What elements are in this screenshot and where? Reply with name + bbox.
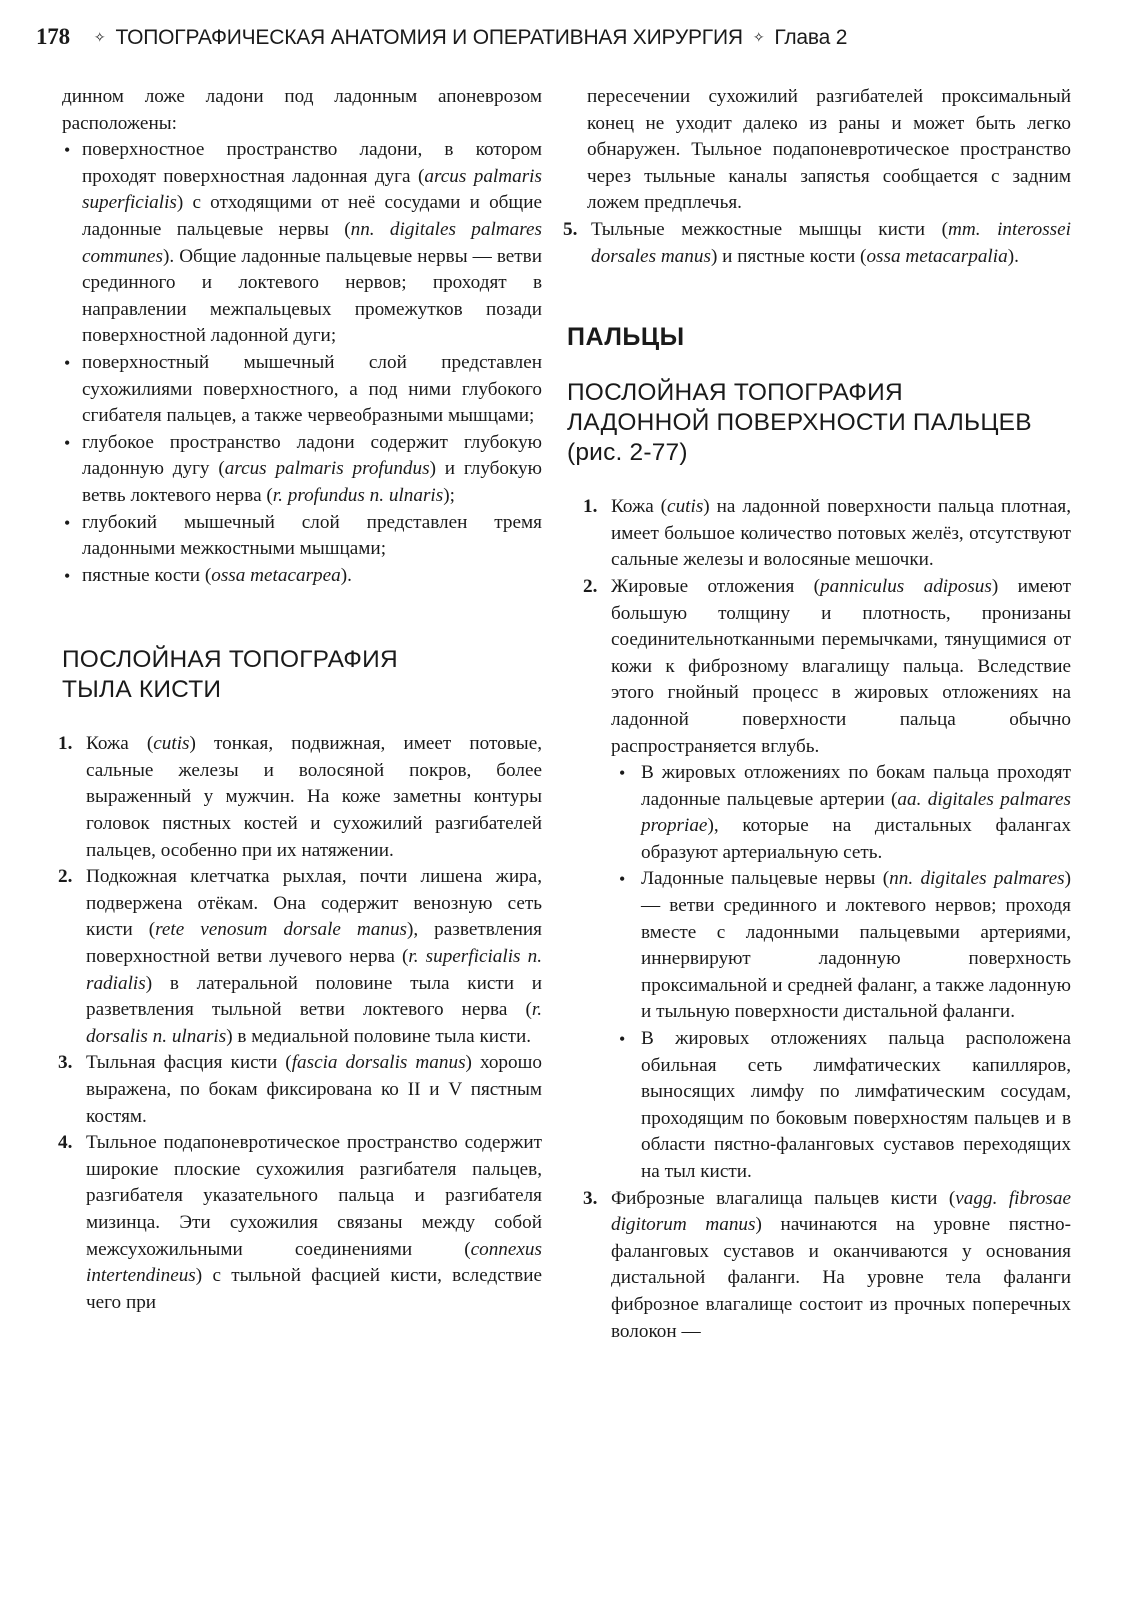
- header-separator-icon: ✧: [93, 29, 106, 45]
- continuation-paragraph: пересечении сухожилий разгибателей проксимальный конец не уходит далеко из раны и может быть легко обнаружен. Тыльное подапоневротическое пространство через тыльные каналы запястья сообщается с задним ложем предплечья.: [587, 86, 1071, 214]
- list-item: 2. Подкожная клетчатка рыхлая, почти лишена жира, подвержена отёкам. Она содержит венозную сеть кисти (rete venosum dorsale manus), разветвления поверхностной ветви лучевого нерва (r. superficialis n. radialis) в латеральной половине тыла кисти и разветвления тыльной ветви локтевого нерва (r. dorsalis n. ulnaris) в медиальной половине тыла кисти.: [58, 866, 543, 1047]
- fat-layer-sublist: [617, 760, 1071, 1186]
- running-header: [36, 24, 1096, 50]
- list-item: • Ладонные пальцевые нервы (nn. digitales palmares) — ветви срединного и локтевого нервов; проходя вместе с ладонными пальцевыми артериями, иннервируют ладонную поверхность проксимальной и средней фаланг, а также ладонную и тыльную поверхности дистальной фаланги.: [617, 866, 1071, 1026]
- left-column: [58, 84, 543, 1316]
- dorsum-layers-list-continued: [563, 217, 1071, 270]
- list-item: • В жировых отложениях по бокам пальца проходят ладонные пальцевые артерии (aa. digitales palmares propriae), которые на дистальных фалангах образуют артериальную сеть.: [617, 760, 1071, 866]
- list-item: • глубокий мышечный слой представлен тремя ладонными межкостными мышцами;: [62, 510, 542, 563]
- intro-paragraph: динном ложе ладони под ладонным апоневрозом расположены:: [62, 86, 542, 134]
- section-heading-dorsum: ПОСЛОЙНАЯ ТОПОГРАФИЯ ТЫЛА КИСТИ: [62, 646, 398, 704]
- book-title: ТОПОГРАФИЧЕСКАЯ АНАТОМИЯ И ОПЕРАТИВНАЯ ХИРУРГИЯ: [115, 26, 743, 49]
- list-item: 1. Кожа (cutis) на ладонной поверхности пальца плотная, имеет большое количество потовых желёз, отсутствуют сальные железы и волосяные мешочки.: [583, 496, 1071, 571]
- page-number: 178: [36, 24, 70, 49]
- list-item: 3. Тыльная фасция кисти (fascia dorsalis manus) хорошо выражена, по бокам фиксирована ко II и V пястным костям.: [58, 1052, 542, 1127]
- list-item: • пястные кости (ossa metacarpea).: [62, 563, 542, 590]
- header-separator-icon: ✧: [752, 29, 765, 45]
- list-item: 5. Тыльные межкостные мышцы кисти (mm. interossei dorsales manus) и пястные кости (ossa metacarpalia).: [563, 218, 1071, 267]
- list-item: • В жировых отложениях пальца расположена обильная сеть лимфатических капилляров, выносящих лимфу по лимфатическим сосудам, проходящим по боковым поверхностям пальцев и в области пястно-фаланговых суставов переходящих на тыл кисти.: [617, 1026, 1071, 1186]
- right-column: [563, 84, 1072, 1345]
- list-item: • глубокое пространство ладони содержит глубокую ладонную дугу (arcus palmaris profundus) и глубокую ветвь локтевого нерва (r. profundus n. ulnaris);: [62, 430, 542, 510]
- main-heading-fingers: ПАЛЬЦЫ: [567, 323, 685, 352]
- list-item: 2. Жировые отложения (panniculus adiposus) имеют большую толщину и плотность, пронизаны соединительнотканными перемычками, тянущимися от кожи к фиброзному влагалищу пальца. Вследствие этого гнойный процесс в жировых отложениях на ладонной поверхности пальца обычно распространяется вглубь. • В жировых отложениях по бокам пальца проходят ладонные пальцевые артерии (aa. digitales palmares propriae), которые на дистальных фалангах образуют артериальную сеть. • Ладонные пальцевые нервы (nn. digitales palmares) — ветви срединного и локтевого нервов; проходя вместе с ладонными пальцевыми артериями, иннервируют ладонную поверхность проксимальной и средней фаланг, а также ладонную и тыльную поверхности дистальной фаланги. • В жировых отложениях пальца расположена обильная сеть лимфатических капилляров, выносящих лимфу по лимфатическим сосудам, проходящим по боковым поверхностям пальцев и в области пястно-фаланговых суставов переходящих на тыл кисти.: [587, 574, 1071, 1186]
- list-item: • поверхностное пространство ладони, в котором проходят поверхностная ладонная дуга (arcus palmaris superficialis) с отходящими от неё сосудами и общие ладонные пальцевые нервы (nn. digitales palmares communes). Общие ладонные пальцевые нервы — ветви срединного и локтевого нервов; проходят в направлении межпальцевых промежутков позади поверхностной ладонной дуги;: [62, 137, 542, 350]
- dorsum-layers-list: [58, 731, 543, 1316]
- chapter-label: Глава 2: [774, 26, 848, 49]
- list-item: 4. Тыльное подапоневротическое пространство содержит широкие плоские сухожилия разгибателя пальцев, разгибателя указательного пальца и разгибателя мизинца. Эти сухожилия связаны между собой межсухожильными соединениями (connexus intertendineus) с тыльной фасцией кисти, вследствие чего при: [58, 1132, 542, 1313]
- list-item: 1. Кожа (cutis) тонкая, подвижная, имеет потовые, сальные железы и волосяной покров, более выраженный у мужчин. На коже заметны контуры головок пястных костей и сухожилий разгибателей пальцев, особенно при их натяжении.: [58, 733, 543, 861]
- finger-layers-list: [583, 494, 1072, 1345]
- section-heading-palmar-fingers: ПОСЛОЙНАЯ ТОПОГРАФИЯ ЛАДОННОЙ ПОВЕРХНОСТИ ПАЛЬЦЕВ (рис. 2-77): [567, 379, 1032, 467]
- list-item: • поверхностный мышечный слой представлен сухожилиями поверхностного, а под ними глубокого сгибателя пальцев, а также червеобразными мышцами;: [62, 350, 542, 430]
- palm-layers-list: [62, 137, 542, 589]
- list-item: 3. Фиброзные влагалища пальцев кисти (vagg. fibrosae digitorum manus) начинаются на уровне пястно-фаланговых суставов и оканчиваются у основания дистальной фаланги. На уровне тела фаланги фиброзное влагалище состоит из прочных поперечных волокон —: [583, 1187, 1072, 1342]
